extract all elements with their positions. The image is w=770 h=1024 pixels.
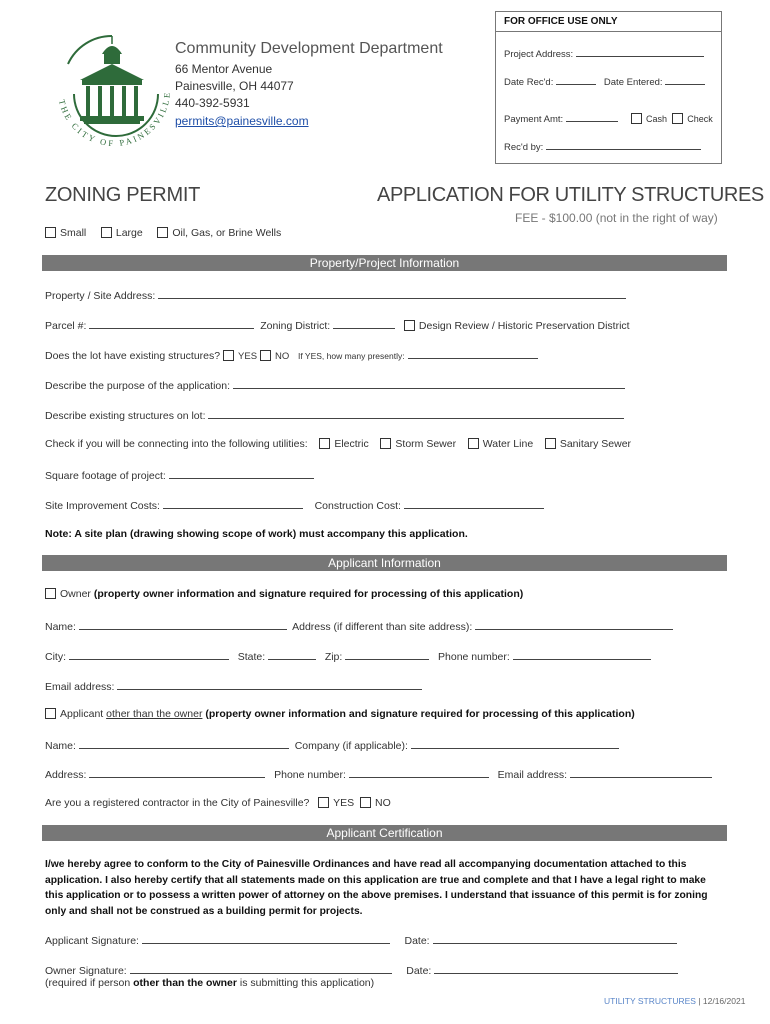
applicant-address-field[interactable] <box>89 767 265 778</box>
payment-amt-field[interactable] <box>566 111 618 122</box>
office-dates: Date Rec'd: Date Entered: <box>504 74 705 88</box>
address-line-1: 66 Mentor Avenue <box>175 62 273 76</box>
applicant-signature-field[interactable] <box>142 933 390 944</box>
design-review-checkbox[interactable] <box>404 320 415 331</box>
state-field[interactable] <box>268 649 316 660</box>
office-use-header: FOR OFFICE USE ONLY <box>496 12 721 32</box>
existing-desc-field[interactable] <box>208 408 624 419</box>
city-field[interactable] <box>69 649 229 660</box>
applicant-name-field[interactable] <box>79 738 289 749</box>
office-project-address-field[interactable] <box>576 46 704 57</box>
office-project-address: Project Address: <box>504 46 704 60</box>
contractor-no-checkbox[interactable] <box>360 797 371 808</box>
site-costs-field[interactable] <box>163 498 303 509</box>
zip-field[interactable] <box>345 649 429 660</box>
sanitary-sewer-checkbox[interactable] <box>545 438 556 449</box>
date-entered-field[interactable] <box>665 74 705 85</box>
check-checkbox[interactable] <box>672 113 683 124</box>
existing-no-checkbox[interactable] <box>260 350 271 361</box>
office-use-box <box>495 11 722 164</box>
office-payment: Payment Amt: Cash Check <box>504 111 713 125</box>
how-many-field[interactable] <box>408 348 538 359</box>
applicant-phone-field[interactable] <box>349 767 489 778</box>
fee-text: FEE - $100.00 (not in the right of way) <box>515 211 718 225</box>
site-address-field[interactable] <box>158 288 626 299</box>
applicant-address-row: Address: Phone number: Email address: <box>45 767 712 781</box>
recd-by-field[interactable] <box>546 139 701 150</box>
certification-section-bar: Applicant Certification <box>42 825 727 841</box>
applicant-signature-row: Applicant Signature: Date: <box>45 933 677 947</box>
large-checkbox[interactable] <box>101 227 112 238</box>
footer: UTILITY STRUCTURES | 12/16/2021 <box>604 996 746 1006</box>
owner-date-field[interactable] <box>434 963 678 974</box>
applicant-row: Applicant other than the owner (property owner information and signature required for processing of this application) <box>45 708 635 720</box>
owner-signature-field[interactable] <box>130 963 392 974</box>
date-recd-field[interactable] <box>556 74 596 85</box>
costs-row: Site Improvement Costs: Construction Cost: <box>45 498 544 512</box>
owner-row: Owner (property owner information and signature required for processing of this application) <box>45 588 523 600</box>
purpose-field[interactable] <box>233 378 625 389</box>
owner-signature-row: Owner Signature: Date: <box>45 963 678 977</box>
owner-name-row: Name: Address (if different than site address): <box>45 619 673 633</box>
address-line-2: Painesville, OH 44077 <box>175 79 294 93</box>
existing-structures-row: Does the lot have existing structures? YES NO If YES, how many presently: <box>45 348 538 362</box>
zoning-permit-title: ZONING PERMIT <box>45 184 200 206</box>
applicant-email-field[interactable] <box>570 767 712 778</box>
site-address-row: Property / Site Address: <box>45 288 626 302</box>
owner-phone-field[interactable] <box>513 649 651 660</box>
applicant-section-bar: Applicant Information <box>42 555 727 571</box>
electric-checkbox[interactable] <box>319 438 330 449</box>
contractor-yes-checkbox[interactable] <box>318 797 329 808</box>
parcel-row: Parcel #: Zoning District: Design Review / Historic Preservation District <box>45 320 630 332</box>
owner-checkbox[interactable] <box>45 588 56 599</box>
application-title: APPLICATION FOR UTILITY STRUCTURES <box>377 184 764 206</box>
existing-desc-row: Describe existing structures on lot: <box>45 408 624 422</box>
owner-required-note: (required if person other than the owner is submitting this application) <box>45 977 375 989</box>
company-field[interactable] <box>411 738 619 749</box>
svg-text:THE CITY OF PAINESVILLE: THE CITY OF PAINESVILLE <box>56 89 173 149</box>
office-recd-by: Rec'd by: <box>504 139 701 153</box>
parcel-field[interactable] <box>89 318 254 329</box>
contractor-row: Are you a registered contractor in the City of Painesville? YES NO <box>45 797 391 809</box>
zoning-district-field[interactable] <box>333 318 395 329</box>
owner-name-field[interactable] <box>79 619 287 630</box>
sqft-field[interactable] <box>169 468 314 479</box>
small-checkbox[interactable] <box>45 227 56 238</box>
owner-address-field[interactable] <box>475 619 673 630</box>
purpose-row: Describe the purpose of the application: <box>45 378 625 392</box>
existing-yes-checkbox[interactable] <box>223 350 234 361</box>
utilities-row: Check if you will be connecting into the following utilities: Electric Storm Sewer Water Line Sanitary Sewer <box>45 438 632 450</box>
city-seal-logo <box>48 24 176 156</box>
site-plan-note: Note: A site plan (drawing showing scope of work) must accompany this application. <box>45 528 468 540</box>
certification-text: I/we hereby agree to conform to the City of Painesville Ordinances and have read all accompanying documentation attached to this application. I also hereby certify that all statements made on this application are true and complete and that I have a legal right to make this application or to possess a written power of attorney on the above premises. I understand that issuance of this permit is for zoning only and shall not be construed as a building permit for projects. <box>45 859 708 917</box>
department-name: Community Development Department <box>175 40 443 57</box>
oil-gas-brine-checkbox[interactable] <box>157 227 168 238</box>
property-section-bar: Property/Project Information <box>42 255 727 271</box>
sqft-row: Square footage of project: <box>45 468 314 482</box>
storm-sewer-checkbox[interactable] <box>380 438 391 449</box>
owner-city-row: City: State: Zip: Phone number: <box>45 649 651 663</box>
size-options: Small Large Oil, Gas, or Brine Wells <box>45 227 281 239</box>
owner-email-row: Email address: <box>45 679 422 693</box>
applicant-checkbox[interactable] <box>45 708 56 719</box>
applicant-date-field[interactable] <box>433 933 677 944</box>
email-link[interactable]: permits@painesville.com <box>175 114 309 128</box>
cash-checkbox[interactable] <box>631 113 642 124</box>
owner-email-field[interactable] <box>117 679 422 690</box>
water-line-checkbox[interactable] <box>468 438 479 449</box>
applicant-name-row: Name: Company (if applicable): <box>45 738 619 752</box>
phone-number: 440-392-5931 <box>175 96 250 110</box>
construction-cost-field[interactable] <box>404 498 544 509</box>
